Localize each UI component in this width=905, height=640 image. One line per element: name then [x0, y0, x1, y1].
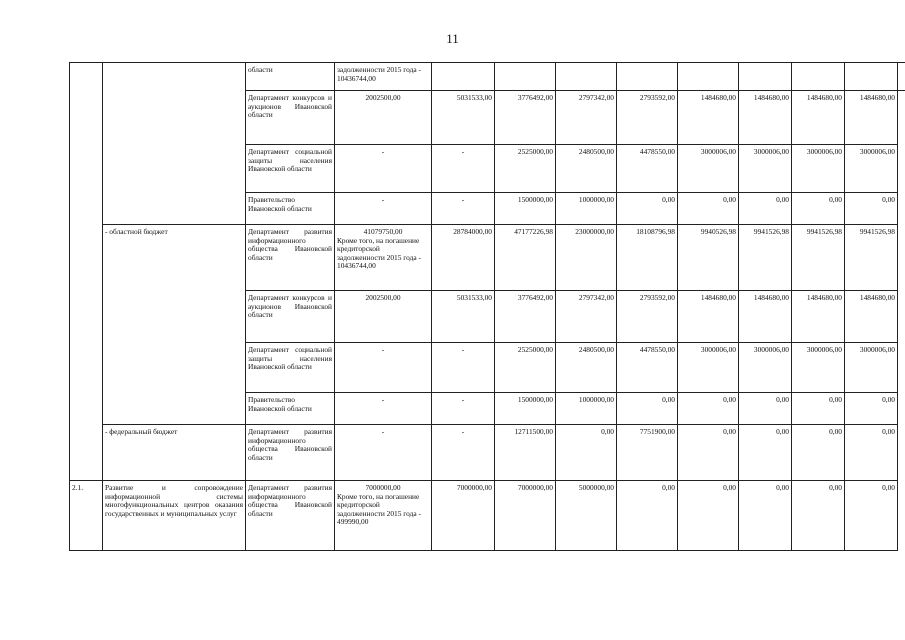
executor-cell: Департамент конкурсов и аукционов Ивановской области	[246, 291, 335, 343]
value-cell: 1484680,00	[792, 291, 845, 343]
value-cell: 0,00	[845, 481, 898, 551]
value-cell: 1000000,00	[556, 393, 617, 425]
value-cell: 0,00	[845, 425, 898, 481]
value-cell	[432, 63, 495, 91]
value-cell: 23000000,00	[556, 225, 617, 291]
value-cell: -	[432, 425, 495, 481]
value-cell: -	[432, 393, 495, 425]
value-cell: 3000006,00	[739, 145, 792, 193]
note-cell: -	[335, 193, 432, 225]
note-text: Кроме того, на погашение кредиторской задолженности 2015 года - 10436744,00	[337, 235, 421, 271]
value-cell: 0,00	[739, 193, 792, 225]
executor-cell: Департамент развития информационного общества Ивановской области	[246, 425, 335, 481]
value-cell	[495, 63, 556, 91]
value-cell: 0,00	[792, 481, 845, 551]
table-row	[70, 225, 905, 291]
note-cell: -	[335, 393, 432, 425]
value-cell: 4478550,00	[617, 145, 678, 193]
value-cell: 1484680,00	[739, 91, 792, 145]
value-cell: 1484680,00	[845, 91, 898, 145]
value-cell: 0,00	[678, 425, 739, 481]
executor-cell: Департамент социальной защиты населения Ивановской области	[246, 343, 335, 393]
value-cell: 0,00	[617, 193, 678, 225]
note-cell: -	[335, 425, 432, 481]
table-row	[70, 481, 905, 551]
value-cell: 1484680,00	[678, 91, 739, 145]
value-cell: 3000006,00	[739, 343, 792, 393]
value-cell: 3000006,00	[678, 145, 739, 193]
value-cell: 0,00	[792, 425, 845, 481]
note-cell: 2002500,00	[335, 91, 432, 145]
executor-cell: Департамент социальной защиты населения Ивановской области	[246, 145, 335, 193]
value-cell: 2797342,00	[556, 291, 617, 343]
value-cell	[678, 63, 739, 91]
value-cell: 5031533,00	[432, 91, 495, 145]
activity-name-cell: Развитие и сопровождение информационной системы многофункциональных центров оказания государственных и муниципальных услуг	[103, 481, 246, 551]
page-number: 11	[446, 31, 459, 46]
value-cell: 1484680,00	[792, 91, 845, 145]
table-row	[70, 63, 905, 91]
funding-source-cell: - областной бюджет	[103, 225, 246, 425]
note-cell	[335, 225, 432, 291]
value-cell: 0,00	[617, 481, 678, 551]
value-cell: 0,00	[739, 481, 792, 551]
value-cell: -	[432, 193, 495, 225]
value-cell: 4478550,00	[617, 343, 678, 393]
value-cell: 0,00	[556, 425, 617, 481]
note-amount: 7000000,00	[365, 483, 401, 492]
row-index-cell: 2.1.	[70, 481, 103, 551]
executor-cell: Департамент конкурсов и аукционов Ивановской области	[246, 91, 335, 145]
value-cell: 1484680,00	[845, 291, 898, 343]
value-cell: 9941526,98	[739, 225, 792, 291]
value-cell: -	[432, 145, 495, 193]
note-cell: 2002500,00	[335, 291, 432, 343]
value-cell: 0,00	[792, 193, 845, 225]
value-cell: 2525000,00	[495, 343, 556, 393]
value-cell: 2480500,00	[556, 145, 617, 193]
value-cell	[845, 63, 898, 91]
value-cell: 0,00	[678, 393, 739, 425]
value-cell	[739, 63, 792, 91]
executor-cell: Правительство Ивановской области	[246, 393, 335, 425]
value-cell: 2797342,00	[556, 91, 617, 145]
value-cell: 3000006,00	[792, 343, 845, 393]
note-amount: 41079750,00	[363, 227, 403, 236]
value-cell: 0,00	[739, 393, 792, 425]
value-cell: 1484680,00	[678, 291, 739, 343]
value-cell: 0,00	[845, 193, 898, 225]
funding-source-cell	[103, 63, 246, 225]
executor-cell: области	[246, 63, 335, 91]
value-cell: 0,00	[845, 393, 898, 425]
value-cell: 9941526,98	[845, 225, 898, 291]
note-cell	[335, 481, 432, 551]
budget-table	[69, 62, 905, 551]
value-cell: 2793592,00	[617, 91, 678, 145]
value-cell: 9940526,98	[678, 225, 739, 291]
value-cell: 2480500,00	[556, 343, 617, 393]
value-cell: 0,00	[739, 425, 792, 481]
value-cell: -	[432, 343, 495, 393]
executor-cell: Правительство Ивановской области	[246, 193, 335, 225]
value-cell: 12711500,00	[495, 425, 556, 481]
value-cell: 3000006,00	[845, 343, 898, 393]
executor-cell: Департамент развития информационного общества Ивановской области	[246, 225, 335, 291]
value-cell: 0,00	[678, 193, 739, 225]
value-cell	[792, 63, 845, 91]
value-cell: 3000006,00	[678, 343, 739, 393]
value-cell: 1484680,00	[739, 291, 792, 343]
value-cell: 9941526,98	[792, 225, 845, 291]
value-cell: 7751900,00	[617, 425, 678, 481]
note-cell: задолженности 2015 года - 10436744,00	[335, 63, 432, 91]
value-cell: 7000000,00	[495, 481, 556, 551]
value-cell: 2525000,00	[495, 145, 556, 193]
value-cell: 1500000,00	[495, 193, 556, 225]
value-cell: 3776492,00	[495, 91, 556, 145]
funding-source-cell: - федеральный бюджет	[103, 425, 246, 481]
value-cell: 0,00	[792, 393, 845, 425]
value-cell	[617, 63, 678, 91]
note-text: Кроме того, на погашение кредиторской задолженности 2015 года - 499990,00	[337, 491, 421, 527]
note-cell: -	[335, 343, 432, 393]
value-cell: 0,00	[678, 481, 739, 551]
value-cell: 47177226,98	[495, 225, 556, 291]
value-cell	[556, 63, 617, 91]
value-cell: 3000006,00	[845, 145, 898, 193]
value-cell: 5031533,00	[432, 291, 495, 343]
table-row	[70, 425, 905, 481]
value-cell: 3000006,00	[792, 145, 845, 193]
value-cell: 2793592,00	[617, 291, 678, 343]
value-cell: 7000000,00	[432, 481, 495, 551]
value-cell	[898, 63, 905, 91]
note-cell: -	[335, 145, 432, 193]
value-cell: 5000000,00	[556, 481, 617, 551]
row-index-cell	[70, 63, 103, 481]
executor-cell: Департамент развития информационного общества Ивановской области	[246, 481, 335, 551]
value-cell: 3776492,00	[495, 291, 556, 343]
value-cell: 18108796,98	[617, 225, 678, 291]
value-cell: 28784000,00	[432, 225, 495, 291]
value-cell: 0,00	[617, 393, 678, 425]
value-cell: 1000000,00	[556, 193, 617, 225]
value-cell: 1500000,00	[495, 393, 556, 425]
